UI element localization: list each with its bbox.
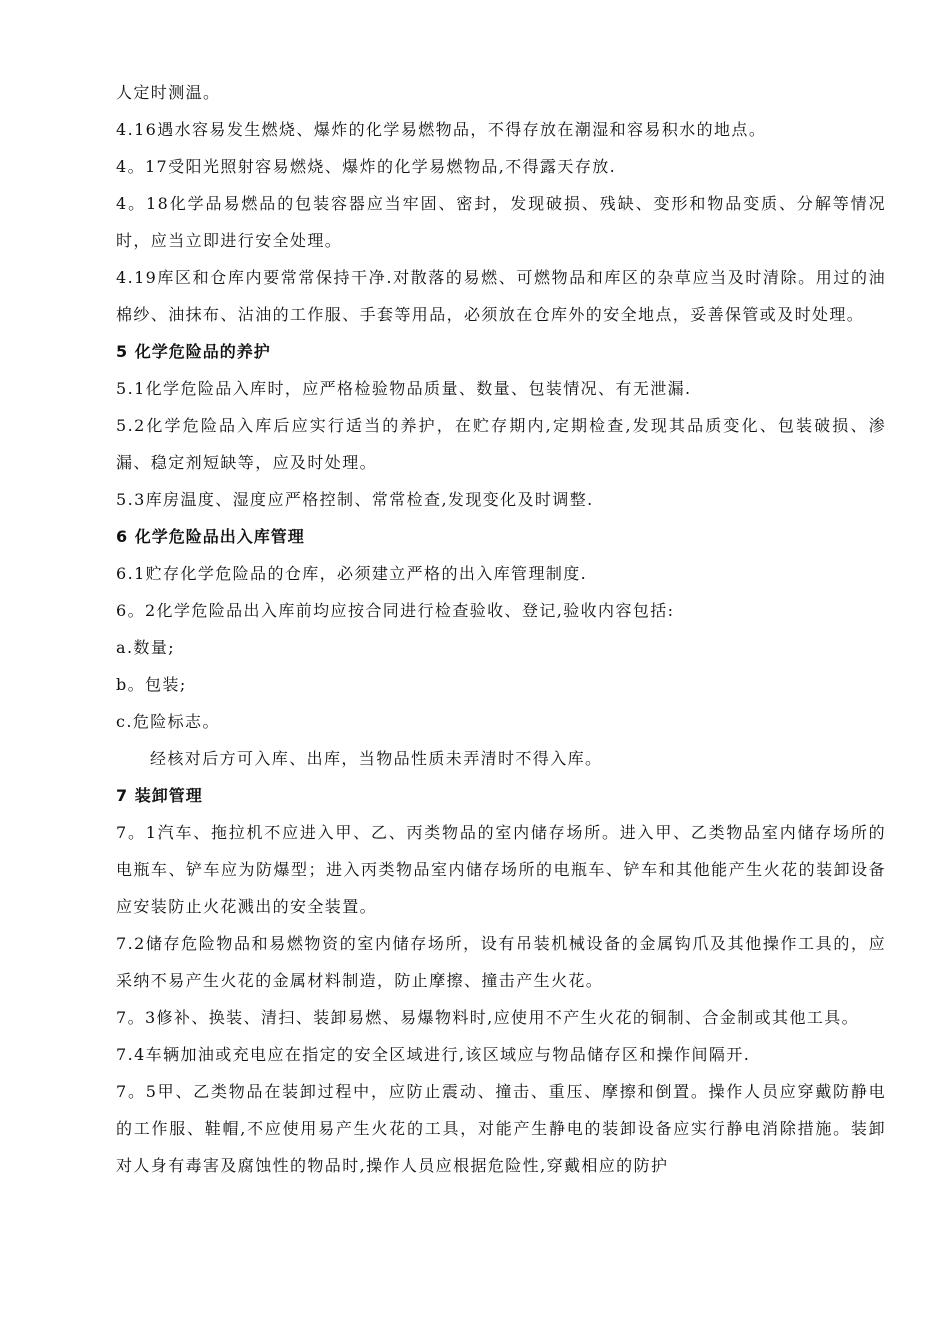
paragraph-4-18: 4。18化学品易燃品的包装容器应当牢固、密封，发现破损、残缺、变形和物品变质、分解等情况时，应当立即进行安全处理。 <box>116 194 886 250</box>
paragraph-4-15-continued: 人定时测温。 <box>116 83 221 102</box>
section-heading-5: 5 化学危险品的养护 <box>116 342 271 361</box>
paragraph-7-4: 7.4车辆加油或充电应在指定的安全区域进行,该区域应与物品储存区和操作间隔开. <box>116 1045 751 1064</box>
paragraph-5-1: 5.1化学危险品入库时，应严格检验物品质量、数量、包装情况、有无泄漏. <box>116 379 692 398</box>
list-item-c: c.危险标志。 <box>116 712 220 731</box>
list-item-b: b。包装; <box>116 675 187 694</box>
paragraph-7-5: 7。5甲、乙类物品在装卸过程中，应防止震动、撞击、重压、摩擦和倒置。操作人员应穿戴防静电的工作服、鞋帽,不应使用易产生火花的工具，对能产生静电的装卸设备应实行静电消除措施。装卸对人身有毒害及腐蚀性的物品时,操作人员应根据危险性,穿戴相应的防护 <box>116 1082 886 1175</box>
paragraph-7-1: 7。1汽车、拖拉机不应进入甲、乙、丙类物品的室内储存场所。进入甲、乙类物品室内储存场所的电瓶车、铲车应为防爆型；进入丙类物品室内储存场所的电瓶车、铲车和其他能产生火花的装卸设备应安装防止火花溅出的安全装置。 <box>116 823 886 916</box>
section-heading-6: 6 化学危险品出入库管理 <box>116 527 305 546</box>
document-body <box>116 74 886 1184</box>
paragraph-4-16: 4.16遇水容易发生燃烧、爆炸的化学易燃物品，不得存放在潮湿和容易积水的地点。 <box>116 120 767 139</box>
list-item-a: a.数量; <box>116 638 176 657</box>
paragraph-6-2-note: 经核对后方可入库、出库，当物品性质未弄清时不得入库。 <box>150 749 603 768</box>
paragraph-7-2: 7.2储存危险物品和易燃物资的室内储存场所，设有吊装机械设备的金属钩爪及其他操作工具的，应采纳不易产生火花的金属材料制造，防止摩擦、撞击产生火花。 <box>116 934 886 990</box>
paragraph-5-3: 5.3库房温度、湿度应严格控制、常常检查,发现变化及时调整. <box>116 490 594 509</box>
paragraph-4-19: 4.19库区和仓库内要常常保持干净.对散落的易燃、可燃物品和库区的杂草应当及时清除。用过的油棉纱、油抹布、沾油的工作服、手套等用品，必须放在仓库外的安全地点，妥善保管或及时处理。 <box>116 268 886 324</box>
paragraph-5-2: 5.2化学危险品入库后应实行适当的养护，在贮存期内,定期检查,发现其品质变化、包装破损、渗漏、稳定剂短缺等，应及时处理。 <box>116 416 886 472</box>
section-heading-7: 7 装卸管理 <box>116 786 203 805</box>
paragraph-7-3: 7。3修补、换装、清扫、装卸易燃、易爆物料时,应使用不产生火花的铜制、合金制或其他工具。 <box>116 1008 860 1027</box>
paragraph-6-2: 6。2化学危险品出入库前均应按合同进行检查验收、登记,验收内容包括: <box>116 601 675 620</box>
paragraph-6-1: 6.1贮存化学危险品的仓库，必须建立严格的出入库管理制度. <box>116 564 588 583</box>
paragraph-4-17: 4。17受阳光照射容易燃烧、爆炸的化学易燃物品,不得露天存放. <box>116 157 617 176</box>
